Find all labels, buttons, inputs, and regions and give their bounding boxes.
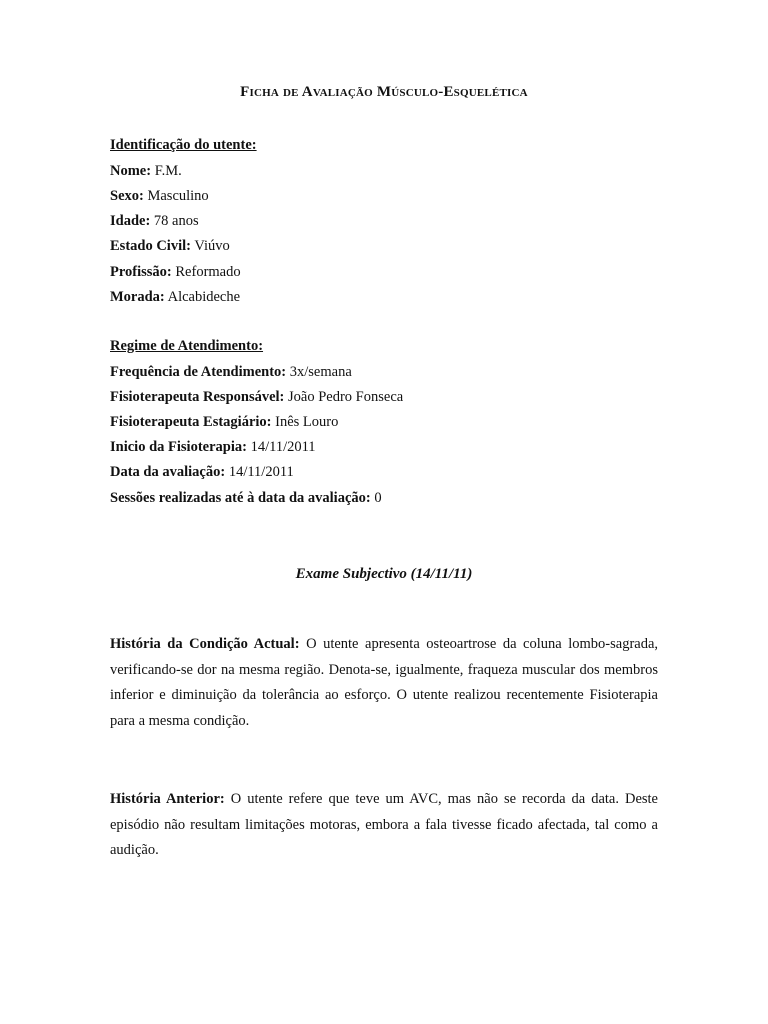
field-label: Profissão: <box>110 264 172 280</box>
historia-anterior-text: O utente refere que teve um AVC, mas não se recorda da data. Deste episódio não resultam limitações motoras, embora a fala tivesse ficado afectada, tal como a audição. <box>110 791 658 858</box>
regime-heading: Regime de Atendimento: <box>110 338 264 354</box>
field-value: 14/11/2011 <box>250 439 316 455</box>
historia-anterior-label: História Anterior: <box>110 791 225 807</box>
document-title: Ficha de Avaliação Músculo-Esquelética <box>240 84 528 100</box>
field-fisioterapeuta-estagiario <box>110 413 338 431</box>
field-value: 14/11/2011 <box>228 464 294 480</box>
field-value: F.M. <box>154 163 182 179</box>
field-value: Reformado <box>175 264 241 280</box>
field-label: Idade: <box>110 213 151 229</box>
field-data-avaliacao <box>110 463 294 481</box>
field-fisioterapeuta-responsavel <box>110 388 403 406</box>
field-label: Fisioterapeuta Estagiário: <box>110 414 272 430</box>
historia-actual-label: História da Condição Actual: <box>110 636 300 652</box>
field-value: 0 <box>374 490 382 506</box>
field-value: Alcabideche <box>167 289 241 305</box>
field-value: Masculino <box>147 188 209 204</box>
historia-actual-paragraph <box>110 632 658 734</box>
field-value: 3x/semana <box>289 364 352 380</box>
field-label: Frequência de Atendimento: <box>110 364 287 380</box>
field-idade <box>110 212 199 230</box>
field-morada <box>110 288 240 306</box>
field-label: Fisioterapeuta Responsável: <box>110 389 285 405</box>
field-profissao <box>110 263 241 281</box>
field-label: Data da avaliação: <box>110 464 226 480</box>
field-nome <box>110 162 182 180</box>
field-label: Morada: <box>110 289 165 305</box>
field-label: Nome: <box>110 163 152 179</box>
exame-heading: Exame Subjectivo (14/11/11) <box>295 566 473 582</box>
field-value: 78 anos <box>153 213 199 229</box>
field-label: Inicio da Fisioterapia: <box>110 439 247 455</box>
field-label: Sessões realizadas até à data da avaliação: <box>110 490 371 506</box>
field-sexo <box>110 187 209 205</box>
field-sessoes-realizadas <box>110 489 382 507</box>
field-inicio-fisioterapia <box>110 438 316 456</box>
historia-actual-text: O utente apresenta osteoartrose da coluna lombo-sagrada, verificando-se dor na mesma região. Denota-se, igualmente, fraqueza muscular dos membros inferior e diminuição da tolerância ao esforço. O utente realizou recentemente Fisioterapia para a mesma condição. <box>110 636 659 729</box>
historia-anterior-paragraph <box>110 787 658 864</box>
field-label: Sexo: <box>110 188 144 204</box>
field-estado-civil <box>110 237 230 255</box>
field-value: Inês Louro <box>275 414 339 430</box>
field-value: Viúvo <box>194 238 230 254</box>
field-frequencia <box>110 363 352 381</box>
identificacao-heading: Identificação do utente: <box>110 137 257 153</box>
field-label: Estado Civil: <box>110 238 191 254</box>
field-value: João Pedro Fonseca <box>288 389 404 405</box>
